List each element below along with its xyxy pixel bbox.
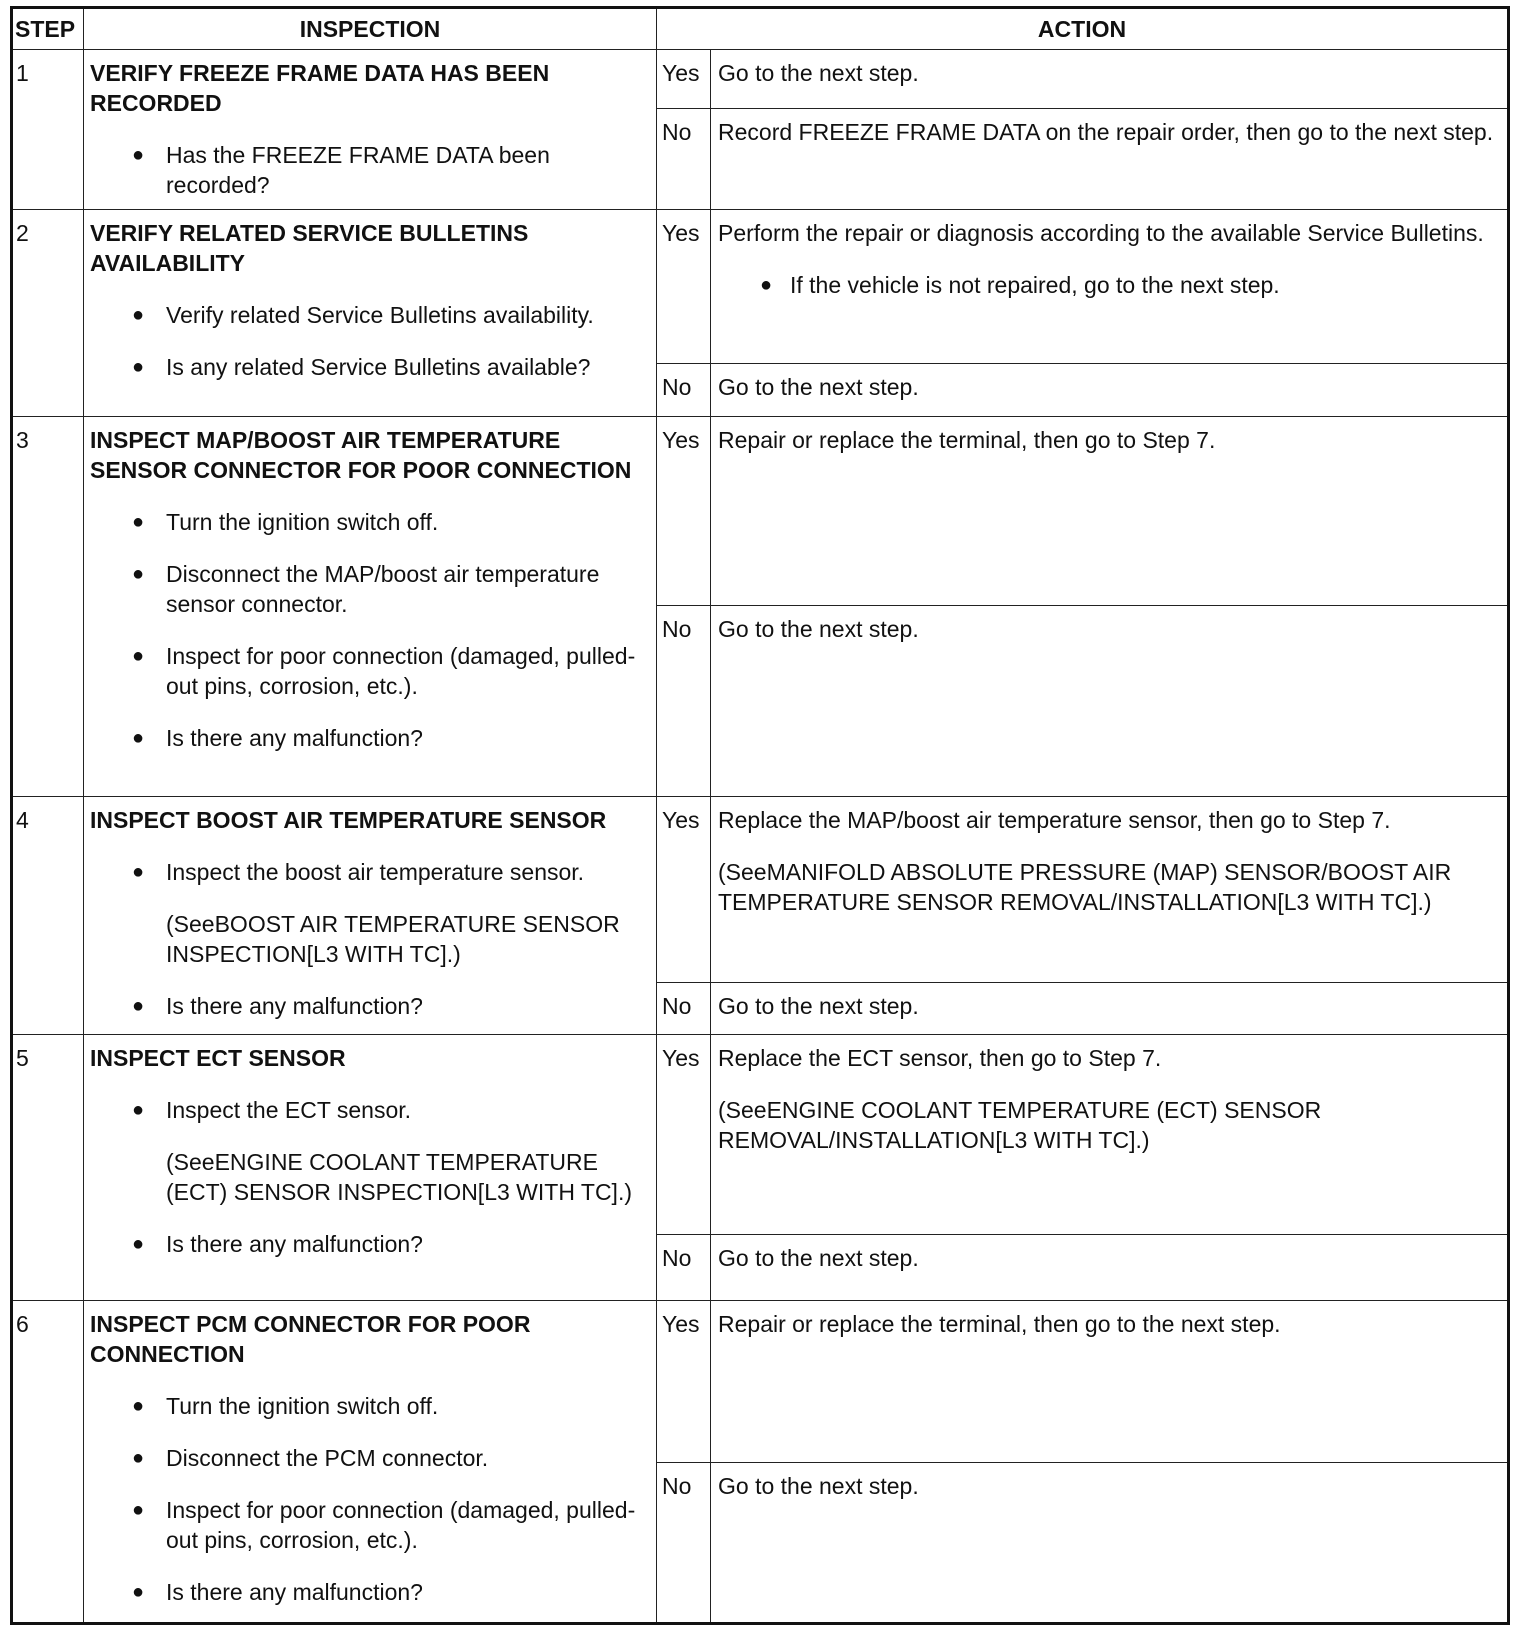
action-reference: (SeeENGINE COOLANT TEMPERATURE (ECT) SENSOR REMOVAL/INSTALLATION[L3 WITH TC].) bbox=[718, 1097, 1322, 1154]
yes-action: Replace the MAP/boost air temperature sensor, then go to Step 7. bbox=[718, 807, 1391, 834]
list-item bbox=[90, 991, 650, 1021]
bullet-text: Turn the ignition switch off. bbox=[166, 1392, 439, 1419]
bullet-icon: ● bbox=[132, 727, 145, 750]
inspection-title: INSPECT MAP/BOOST AIR TEMPERATURE SENSOR CONNECTOR FOR POOR CONNECTION bbox=[90, 427, 632, 484]
bullet-icon: ● bbox=[132, 861, 145, 884]
yes-action: Repair or replace the terminal, then go to Step 7. bbox=[711, 417, 1509, 606]
inspection-bullets bbox=[90, 300, 650, 382]
no-action: Go to the next step. bbox=[711, 1234, 1509, 1300]
bullet-text: Is there any malfunction? bbox=[166, 1231, 423, 1258]
step-6-yes-row bbox=[12, 1300, 1509, 1463]
bullet-icon: ● bbox=[132, 144, 145, 166]
inspection-reference: (SeeENGINE COOLANT TEMPERATURE (ECT) SENSOR INSPECTION[L3 WITH TC].) bbox=[166, 1149, 632, 1206]
list-item bbox=[90, 641, 650, 701]
inspection-cell bbox=[84, 417, 657, 797]
bullet-icon: ● bbox=[132, 1233, 145, 1256]
inspection-title: INSPECT PCM CONNECTOR FOR POOR CONNECTION bbox=[90, 1310, 531, 1367]
yes-label: Yes bbox=[657, 1035, 711, 1235]
yes-label: Yes bbox=[657, 797, 711, 983]
inspection-title: VERIFY FREEZE FRAME DATA HAS BEEN RECORDED bbox=[90, 60, 550, 116]
inspection-bullets bbox=[90, 1391, 650, 1607]
no-action: Go to the next step. bbox=[711, 363, 1509, 416]
list-item bbox=[90, 140, 650, 200]
bullet-icon: ● bbox=[132, 1580, 145, 1603]
yes-action: Replace the ECT sensor, then go to Step 7. bbox=[718, 1045, 1162, 1072]
yes-action: Perform the repair or diagnosis according to the available Service Bulletins. bbox=[718, 219, 1484, 246]
action-header: ACTION bbox=[657, 8, 1509, 50]
no-label: No bbox=[657, 982, 711, 1034]
bullet-icon: ● bbox=[760, 273, 773, 296]
bullet-text: Turn the ignition switch off. bbox=[166, 509, 439, 536]
step-number: 5 bbox=[12, 1035, 84, 1301]
diagnostic-table bbox=[10, 6, 1510, 1625]
list-item bbox=[90, 352, 650, 382]
no-action: Go to the next step. bbox=[711, 605, 1509, 797]
list-item bbox=[90, 857, 650, 969]
list-item bbox=[718, 270, 1499, 300]
bullet-icon: ● bbox=[132, 1446, 145, 1469]
step-number: 4 bbox=[12, 797, 84, 1035]
inspection-title: INSPECT BOOST AIR TEMPERATURE SENSOR bbox=[90, 807, 607, 834]
list-item bbox=[90, 559, 650, 619]
no-label: No bbox=[657, 1463, 711, 1624]
inspection-bullets bbox=[90, 857, 650, 1021]
inspection-title: VERIFY RELATED SERVICE BULLETINS AVAILABILITY bbox=[90, 219, 529, 276]
inspection-header: INSPECTION bbox=[84, 8, 657, 50]
list-item bbox=[90, 1391, 650, 1421]
no-action: Go to the next step. bbox=[711, 1463, 1509, 1624]
yes-label: Yes bbox=[657, 209, 711, 363]
step-number: 2 bbox=[12, 209, 84, 417]
step-5-yes-row bbox=[12, 1035, 1509, 1235]
no-label: No bbox=[657, 1234, 711, 1300]
bullet-text: If the vehicle is not repaired, go to the next step. bbox=[790, 271, 1280, 298]
yes-action: Go to the next step. bbox=[711, 50, 1509, 109]
step-number: 3 bbox=[12, 417, 84, 797]
bullet-icon: ● bbox=[132, 1498, 145, 1521]
step-number: 6 bbox=[12, 1300, 84, 1623]
yes-action: Repair or replace the terminal, then go to the next step. bbox=[711, 1300, 1509, 1463]
step-4-yes-row bbox=[12, 797, 1509, 983]
no-label: No bbox=[657, 363, 711, 416]
bullet-icon: ● bbox=[132, 995, 145, 1018]
step-header: STEP bbox=[12, 8, 84, 50]
bullet-icon: ● bbox=[132, 511, 145, 534]
inspection-bullets bbox=[90, 507, 650, 753]
bullet-text: Has the FREEZE FRAME DATA been recorded? bbox=[166, 142, 550, 198]
bullet-icon: ● bbox=[132, 645, 145, 668]
step-1-yes-row bbox=[12, 50, 1509, 109]
list-item bbox=[90, 1495, 650, 1555]
bullet-icon: ● bbox=[132, 563, 145, 586]
yes-label: Yes bbox=[657, 50, 711, 109]
bullet-icon: ● bbox=[132, 1099, 145, 1122]
action-reference: (SeeMANIFOLD ABSOLUTE PRESSURE (MAP) SENSOR/BOOST AIR TEMPERATURE SENSOR REMOVAL/INSTALLATION[L3 WITH TC].) bbox=[718, 859, 1452, 916]
inspection-cell bbox=[84, 797, 657, 1035]
list-item bbox=[90, 1095, 650, 1207]
list-item bbox=[90, 723, 650, 753]
bullet-text: Inspect the ECT sensor. bbox=[166, 1097, 412, 1124]
inspection-cell bbox=[84, 1300, 657, 1623]
yes-label: Yes bbox=[657, 1300, 711, 1463]
step-3-yes-row bbox=[12, 417, 1509, 606]
step-2-yes-row bbox=[12, 209, 1509, 363]
bullet-text: Inspect for poor connection (damaged, pulled-out pins, corrosion, etc.). bbox=[166, 643, 636, 700]
list-item bbox=[90, 300, 650, 330]
bullet-text: Inspect the boost air temperature sensor. bbox=[166, 859, 585, 886]
list-item bbox=[90, 507, 650, 537]
bullet-text: Inspect for poor connection (damaged, pulled-out pins, corrosion, etc.). bbox=[166, 1496, 636, 1553]
no-label: No bbox=[657, 109, 711, 209]
bullet-text: Is there any malfunction? bbox=[166, 1578, 423, 1605]
no-action: Go to the next step. bbox=[711, 982, 1509, 1034]
action-bullets bbox=[718, 270, 1499, 300]
inspection-cell bbox=[84, 1035, 657, 1301]
yes-label: Yes bbox=[657, 417, 711, 606]
list-item bbox=[90, 1443, 650, 1473]
no-label: No bbox=[657, 605, 711, 797]
yes-action-cell bbox=[711, 797, 1509, 983]
header-row bbox=[12, 8, 1509, 50]
no-action: Record FREEZE FRAME DATA on the repair order, then go to the next step. bbox=[711, 109, 1509, 209]
step-number: 1 bbox=[12, 50, 84, 210]
bullet-text: Verify related Service Bulletins availability. bbox=[166, 301, 594, 328]
inspection-bullets bbox=[90, 140, 650, 200]
bullet-icon: ● bbox=[132, 355, 145, 378]
inspection-cell bbox=[84, 209, 657, 417]
inspection-bullets bbox=[90, 1095, 650, 1259]
bullet-icon: ● bbox=[132, 1394, 145, 1417]
list-item bbox=[90, 1229, 650, 1259]
bullet-text: Is there any malfunction? bbox=[166, 725, 423, 752]
inspection-cell bbox=[84, 50, 657, 210]
bullet-text: Is there any malfunction? bbox=[166, 993, 423, 1020]
bullet-icon: ● bbox=[132, 303, 145, 326]
bullet-text: Is any related Service Bulletins available? bbox=[166, 353, 591, 380]
yes-action-cell bbox=[711, 1035, 1509, 1235]
bullet-text: Disconnect the PCM connector. bbox=[166, 1444, 489, 1471]
yes-action-cell bbox=[711, 209, 1509, 363]
bullet-text: Disconnect the MAP/boost air temperature sensor connector. bbox=[166, 561, 600, 618]
inspection-title: INSPECT ECT SENSOR bbox=[90, 1045, 346, 1072]
inspection-reference: (SeeBOOST AIR TEMPERATURE SENSOR INSPECTION[L3 WITH TC].) bbox=[166, 911, 620, 968]
list-item bbox=[90, 1577, 650, 1607]
